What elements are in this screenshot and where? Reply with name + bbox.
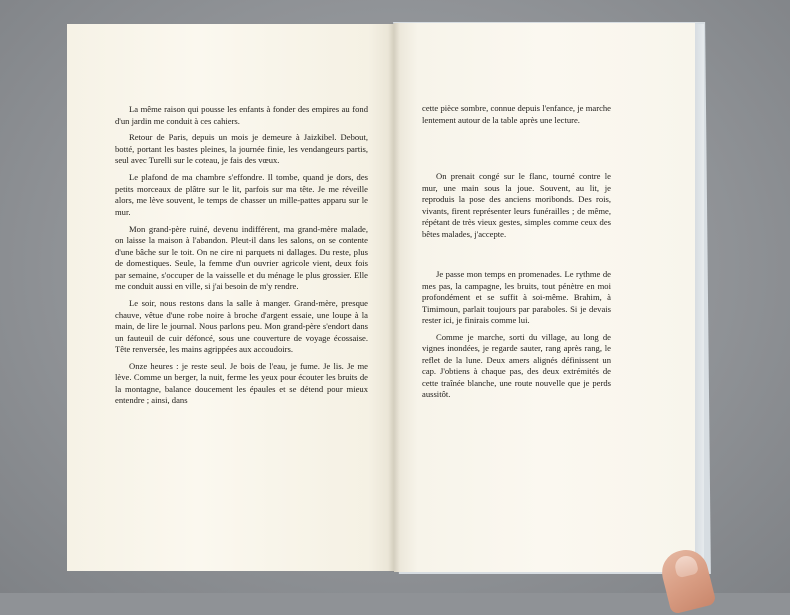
paragraph: On prenait congé sur le flanc, tourné contre le mur, une main sous la joue. Souvent, au lit, je reproduis la pose des anciens moribonds. Des rois, vivants, firent représenter leurs funérailles ; de même, répétant de très vieux gestes, simples comme ceux des bêtes malades, j'accepte. (422, 171, 611, 239)
paragraph: Retour de Paris, depuis un mois je demeure à Jaizkibel. Debout, botté, portant les bastes pleines, la journée finie, les vendangeurs partis, seul avec Turelli sur le coteau, je fais des vœux. (115, 132, 368, 166)
book-gutter (388, 23, 400, 572)
paragraph: Comme je marche, sorti du village, au long de vignes inondées, je regarde sauter, rang après rang, le reflet de la lune. Deux amers alignés définissent un cap. J'obtiens à chaque pas, des deux extrémités de cette traînée blanche, une route nouvelle que je perds aussitôt. (422, 331, 611, 400)
paragraph: Le soir, nous restons dans la salle à manger. Grand-mère, presque chauve, vêtue d'une robe noire à broche d'argent essaie, une loupe à la main, de lire le journal. Nous parlons peu. Mon grand-père s'endort dans un fauteuil de cuir défoncé, sous une couverture de voyage écossaise. Tête renversée, les mains agrippées aux accoudoirs. (115, 298, 368, 355)
right-page-block-1 (422, 103, 611, 131)
right-page-block-2 (422, 171, 611, 245)
paragraph: Le plafond de ma chambre s'effondre. Il tombe, quand je dors, des petits morceaux de plâtre sur le lit, parfois sur ma tête. Je me réveille alors, me lève souvent, le temps de chasser un mille-pattes apparu sur le mur. (115, 172, 368, 217)
left-page-text (115, 104, 368, 412)
paragraph: Je passe mon temps en promenades. Le rythme de mes pas, la campagne, les bruits, tout pénètre en moi profondément et se suffit à soi-même. Brahim, à Timimoun, parlait toujours par paraboles. Si je devais rester ici, je finirais comme lui. (422, 269, 611, 325)
paragraph: La même raison qui pousse les enfants à fonder des empires au fond d'un jardin me conduit à ces cahiers. (115, 104, 368, 126)
right-page-block-3 (422, 269, 611, 406)
paragraph: cette pièce sombre, connue depuis l'enfance, je marche lentement autour de la table après une lecture. (422, 103, 611, 125)
paragraph: Onze heures : je reste seul. Je bois de l'eau, je fume. Je lis. Je me lève. Comme un berger, la nuit, ferme les yeux pour écouter les bruits de la montagne, balance doucement les épaules et se détend pour mieux entendre ; ainsi, dans (115, 360, 368, 406)
paragraph: Mon grand-père ruiné, devenu indifférent, ma grand-mère malade, on laisse la maison à l'abandon. Pleut-il dans les salons, on se contente d'une bâche sur le toit. On ne cire ni parquets ni dallages. Du reste, plus de domestiques. Seule, la femme d'un ouvrier agricole vient, deux fois par semaine, s'occuper de la vaisselle et du ménage le plus grossier. Elle me conduit aussi en ville, si j'ai besoin de m'y rendre. (115, 223, 368, 292)
